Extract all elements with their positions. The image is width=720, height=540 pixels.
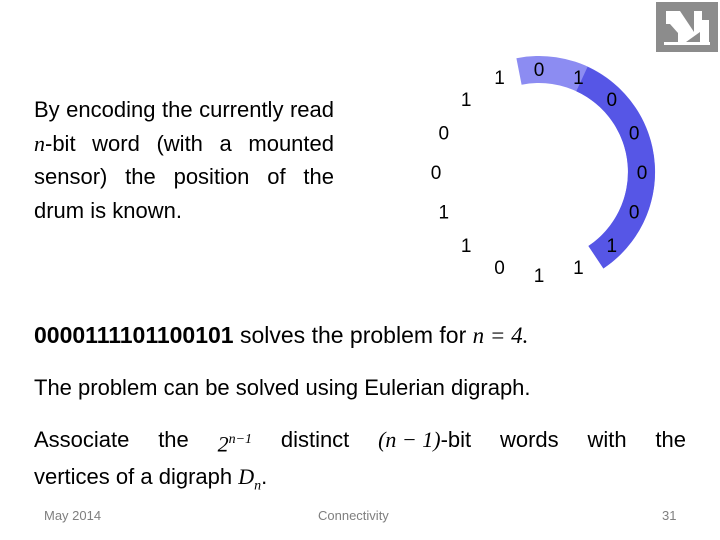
paragraph-text-part1: By encoding the currently read	[34, 97, 334, 122]
drum-digit: 0	[533, 60, 545, 81]
variable-n: n	[34, 130, 45, 156]
power-base: 2	[217, 431, 229, 457]
sequence-equation: n = 4.	[472, 323, 529, 348]
drum-digit: 1	[573, 258, 584, 280]
drum-digit: 0	[636, 163, 648, 184]
power-expression	[218, 423, 252, 460]
paragraph-text-part2: -bit word (with a mounted sensor) the position of the drum is known.	[34, 130, 334, 223]
footer-title: Connectivity	[318, 508, 389, 523]
bit-length-expression	[378, 423, 471, 460]
digraph-letter: D	[238, 464, 255, 490]
footer-page-number: 31	[662, 508, 677, 523]
word-distinct: distinct	[280, 427, 350, 452]
drum-digit: 1	[494, 67, 505, 89]
digraph-subscript: n	[254, 478, 262, 494]
associate-line1	[34, 423, 686, 460]
drum-digit: 1	[460, 90, 472, 112]
drum-digit: 0	[430, 163, 442, 184]
drum-digit: 1	[573, 67, 584, 89]
power-exponent: n−1	[228, 432, 253, 447]
period: .	[261, 464, 268, 490]
word-associate: Associate	[34, 427, 130, 452]
sequence-text: solves the problem for	[239, 322, 467, 348]
drum-digit: 0	[494, 258, 505, 280]
drum-digit: 0	[438, 123, 450, 145]
drum-digit: 1	[438, 202, 450, 224]
word-the-2: the	[655, 427, 686, 452]
bit-sequence: 0000111101100101	[34, 322, 234, 348]
footer-date: May 2014	[44, 508, 102, 523]
eulerian-statement: The problem can be solved using Eulerian digraph.	[34, 375, 531, 400]
drum-digit: 1	[460, 235, 472, 257]
drum-digit: 0	[628, 123, 640, 145]
drum-digit: 0	[606, 90, 618, 112]
word-bit: -bit	[440, 427, 472, 452]
digraph-symbol	[238, 464, 262, 494]
drum-digit: 1	[606, 235, 618, 257]
associate-paragraph	[34, 423, 686, 503]
associate-line2	[34, 460, 686, 502]
vertices-text: vertices of a digraph	[34, 464, 233, 490]
drum-digits	[431, 60, 648, 287]
word-words: words	[499, 427, 559, 452]
word-with: with	[587, 427, 627, 452]
drum-digit: 0	[628, 202, 640, 224]
drum-digit: 1	[533, 266, 545, 287]
word-the: the	[158, 427, 189, 452]
sequence-statement	[34, 322, 528, 349]
n-minus-one: (n − 1)	[378, 427, 441, 452]
